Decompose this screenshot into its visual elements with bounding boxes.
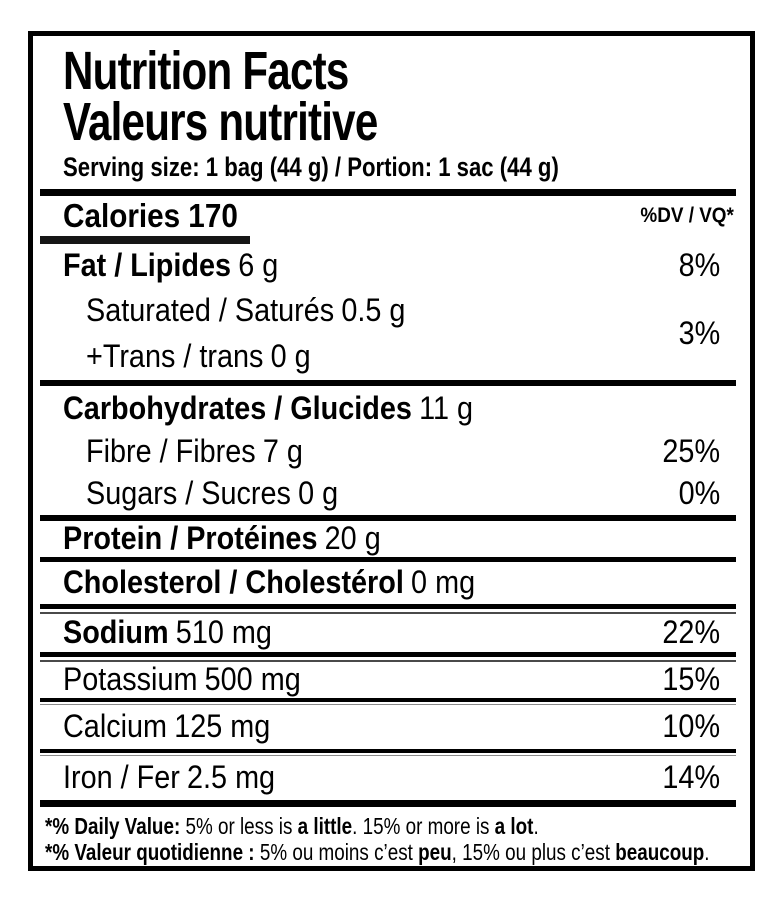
sodium-name xyxy=(63,614,295,651)
calcium-label: Calcium xyxy=(63,708,168,745)
saturated-trans-group xyxy=(33,288,750,380)
calories-underline-bar xyxy=(40,236,250,244)
fibre-amount: 7 g xyxy=(262,433,303,470)
rule-above-footnotes xyxy=(40,800,736,807)
iron-dv-text: 14% xyxy=(662,759,720,796)
protein-name xyxy=(63,520,416,557)
row-calcium xyxy=(33,705,750,749)
footnote-en-seg4: 15% or more is xyxy=(362,812,495,839)
sodium-dv xyxy=(656,614,720,651)
fat-dv-text: 8% xyxy=(678,247,720,284)
footnote-en-seg6: . xyxy=(533,812,539,839)
row-trans xyxy=(33,334,674,380)
sodium-label: Sodium xyxy=(63,614,169,651)
saturated-label: Saturated / Saturés xyxy=(86,292,335,329)
row-sugars xyxy=(33,473,750,515)
trans-amount: 0 g xyxy=(270,338,311,375)
footnote-en-seg3: . xyxy=(352,812,363,839)
footnote-en-seg2: a little xyxy=(297,812,353,839)
rule-above-calories xyxy=(40,189,736,196)
footnote-english xyxy=(45,813,732,839)
rule-above-sodium xyxy=(40,604,736,614)
calcium-dv xyxy=(656,708,720,745)
fat-label: Fat / Lipides xyxy=(63,247,232,284)
saturated-trans-labels xyxy=(33,288,674,380)
calcium-amount: 125 mg xyxy=(174,708,271,745)
protein-amount: 20 g xyxy=(324,520,381,557)
footnote-fr-seg0: *% Valeur quotidienne : xyxy=(45,839,260,866)
calcium-name xyxy=(63,708,293,745)
nutrition-facts-label xyxy=(28,31,755,871)
sugars-name xyxy=(86,475,366,512)
potassium-amount: 500 mg xyxy=(204,661,301,698)
row-potassium xyxy=(33,662,750,698)
fibre-label: Fibre / Fibres xyxy=(86,433,256,470)
sugars-amount: 0 g xyxy=(298,475,339,512)
fibre-dv xyxy=(656,433,720,470)
footnote-fr-seg4: beaucoup xyxy=(615,839,705,866)
cholesterol-name xyxy=(63,564,521,601)
carbohydrates-label: Carbohydrates / Glucides xyxy=(63,389,412,426)
footnote-french xyxy=(45,839,732,865)
row-iron xyxy=(33,756,750,800)
fat-dv xyxy=(674,247,720,284)
carbohydrates-name xyxy=(63,390,519,427)
calories xyxy=(63,197,257,235)
potassium-name xyxy=(63,661,327,698)
title-english xyxy=(63,41,750,101)
row-carbohydrates xyxy=(33,386,750,431)
sugars-dv xyxy=(674,475,720,512)
row-protein xyxy=(33,521,750,557)
title-french-text: Valeurs nutritive xyxy=(63,92,378,153)
iron-amount: 2.5 mg xyxy=(187,759,276,796)
iron-label: Iron / Fer xyxy=(63,759,180,796)
calories-row xyxy=(33,198,750,234)
sugars-dv-text: 0% xyxy=(678,475,720,512)
carbohydrates-amount: 11 g xyxy=(419,389,474,426)
row-cholesterol xyxy=(33,562,750,604)
potassium-dv-text: 15% xyxy=(662,661,720,698)
protein-label: Protein / Protéines xyxy=(63,520,318,557)
rule-above-calcium xyxy=(40,698,736,705)
footnote-fr-seg5: . xyxy=(704,839,710,866)
row-sodium xyxy=(33,614,750,652)
saturated-trans-dv xyxy=(674,315,720,352)
fibre-dv-text: 25% xyxy=(662,433,720,470)
trans-label: +Trans / trans xyxy=(86,338,264,375)
footnote-en-seg1: 5% or less is xyxy=(185,812,298,839)
rule-above-iron xyxy=(40,749,736,756)
title-english-text: Nutrition Facts xyxy=(63,41,349,101)
cholesterol-amount: 0 mg xyxy=(411,564,476,601)
calories-label: Calories xyxy=(63,196,181,234)
saturated-trans-dv-text: 3% xyxy=(678,315,720,352)
sodium-dv-text: 22% xyxy=(662,614,720,651)
cholesterol-label: Cholesterol / Cholestérol xyxy=(63,564,404,601)
footnote-fr-seg1: 5% ou moins c’est xyxy=(259,839,419,866)
row-fibre xyxy=(33,431,750,473)
sugars-label: Sugars / Sucres xyxy=(86,475,291,512)
sodium-amount: 510 mg xyxy=(175,614,272,651)
label-header xyxy=(33,36,750,183)
potassium-label: Potassium xyxy=(63,661,198,698)
footnote-fr-seg3: , 15% ou plus c’est xyxy=(451,839,616,866)
title-french xyxy=(63,92,750,153)
footnote-fr-seg2: peu xyxy=(418,839,452,866)
iron-dv xyxy=(656,759,720,796)
footnote-en-seg0: *% Daily Value: xyxy=(45,812,186,839)
row-saturated xyxy=(33,288,674,334)
fibre-name xyxy=(86,433,327,470)
rule-above-potassium xyxy=(40,652,736,662)
potassium-dv xyxy=(656,661,720,698)
row-fat xyxy=(33,244,750,288)
calcium-dv-text: 10% xyxy=(662,708,720,745)
daily-value-header xyxy=(630,204,734,228)
fat-amount: 6 g xyxy=(238,247,279,284)
footnotes xyxy=(33,807,750,866)
iron-name xyxy=(63,759,299,796)
calories-value: 170 xyxy=(188,196,238,234)
fat-name xyxy=(63,247,302,284)
daily-value-header-text: %DV / VQ* xyxy=(640,203,734,227)
footnote-en-seg5: a lot xyxy=(494,812,534,839)
serving-size xyxy=(63,152,750,183)
saturated-amount: 0.5 g xyxy=(341,292,406,329)
serving-size-text: Serving size: 1 bag (44 g) / Portion: 1 sac (44 g) xyxy=(63,151,559,182)
